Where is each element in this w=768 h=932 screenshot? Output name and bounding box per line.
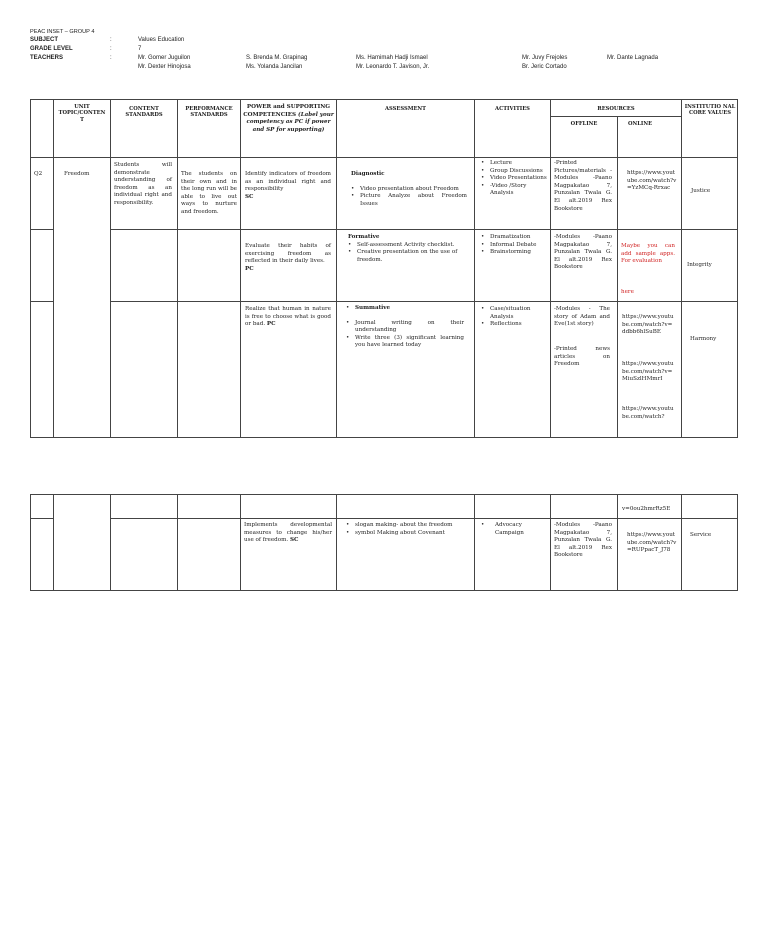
- column-divider: [177, 99, 178, 438]
- teacher-name: Ms. Yolanda Jancilan: [246, 64, 303, 70]
- topic-label: Freedom: [64, 171, 90, 177]
- assessment-1: [351, 171, 467, 208]
- online-link-1[interactable]: https://www.youtube.com/watch?v=YzMCq-Rrxac: [627, 170, 677, 192]
- column-divider: [336, 99, 337, 438]
- list-item: • slogan making- about the freedom: [346, 522, 470, 530]
- list-item: • Brainstorming: [481, 249, 547, 257]
- header-activities: ACTIVITIES: [495, 106, 530, 112]
- header-content-standards: CONTENT STANDARDS: [125, 106, 163, 119]
- grade-level-label: GRADE LEVEL: [30, 46, 73, 52]
- list-item: • Journal writing on their understanding: [346, 320, 464, 335]
- online-link-3a[interactable]: https://www.youtube.com/watch?v=ddbb6hlSuBE: [622, 314, 674, 336]
- row-divider: [30, 229, 53, 230]
- list-item: [346, 305, 464, 313]
- column-divider: [53, 494, 54, 591]
- offline-resource-3: -Modules - The story of Adam and Eve(1st story): [554, 306, 610, 328]
- offline-resource-3-extra: -Printed news articles on Freedom: [554, 346, 610, 368]
- competency-text: Evaluate their habits of exercising freedom as reflected in their daily lives.: [245, 243, 331, 265]
- column-divider: [240, 494, 241, 591]
- teacher-name: Mr. Leonardo T. Javison, Jr.: [356, 64, 430, 70]
- list-item: • Group Discussions: [481, 168, 547, 176]
- assessment-2: [348, 234, 466, 264]
- column-divider: [550, 494, 551, 591]
- teacher-name: Mr. Juvy Frejoles: [522, 55, 568, 61]
- assessment-title: Diagnostic: [351, 171, 385, 177]
- header-online: ONLINE: [628, 121, 653, 127]
- assessment-3: [346, 305, 464, 350]
- teacher-name: Mr. Dante Lagnada: [607, 55, 659, 61]
- grade-value: 7: [138, 46, 142, 52]
- row-divider: [110, 301, 738, 302]
- assessment-4: [346, 522, 470, 537]
- teacher-name: Mr. Gomer Juguilon: [138, 55, 191, 61]
- core-value-1: Justice: [691, 188, 711, 194]
- assessment-list: [348, 242, 466, 265]
- competency-tag: SC: [245, 193, 254, 200]
- online-link-4[interactable]: https://www.youtube.com/watch?v=RUPpacT_J78: [627, 532, 677, 554]
- list-item: • Video presentation about Freedom: [351, 186, 467, 194]
- list-item: • Informal Debate: [481, 242, 547, 250]
- list-item: • symbol Making about Covenant: [346, 530, 470, 538]
- column-divider: [110, 99, 111, 438]
- header-offline: OFFLINE: [570, 121, 598, 127]
- column-divider: [617, 116, 618, 438]
- teachers-label: TEACHERS: [30, 55, 64, 61]
- offline-resource-1: -Printed Pictures/materials -Modules -Paano Magpakatao 7, Punzalan Twala G. El alt.2019 Rex Bookstore: [554, 160, 612, 212]
- header-power-competencies: [243, 104, 334, 134]
- column-divider: [240, 99, 241, 438]
- column-divider: [681, 99, 682, 438]
- competency-1: [245, 171, 331, 201]
- quarter-label: Q2: [34, 171, 43, 177]
- row-divider: [550, 116, 681, 117]
- competency-tag: PC: [266, 321, 276, 328]
- list-item: • Dramatization: [481, 234, 547, 242]
- activities-2: [481, 234, 547, 257]
- activities-1: [481, 160, 547, 198]
- online-link-continued[interactable]: v=0ou2hmrRz5E: [622, 506, 671, 512]
- subject-value: Values Education: [138, 37, 185, 43]
- row-divider: [30, 301, 53, 302]
- list-item: • Picture Analyze about Freedom Issues: [351, 193, 467, 208]
- core-value-2: Integrity: [687, 262, 712, 268]
- performance-standard: The students on their own and in the long run will be able to live out ways to nurture and freedom.: [181, 171, 237, 215]
- offline-resource-4: -Modules -Paano Magpakatao 7, Punzalan Twala G. El alt.2019 Rex Bookstore: [554, 522, 612, 559]
- activities-3: [481, 306, 547, 329]
- competency-tag: PC: [245, 265, 254, 272]
- colon: :: [110, 46, 112, 52]
- competency-4: [244, 522, 332, 545]
- column-divider: [474, 494, 475, 591]
- column-divider: [177, 494, 178, 591]
- column-divider: [336, 494, 337, 591]
- column-divider: [110, 494, 111, 591]
- teacher-name: S. Brenda M. Grapinag: [246, 55, 308, 61]
- list-item: • Self-assessment Activity checklist.: [348, 242, 466, 250]
- header-assessment: ASSESSMENT: [384, 106, 427, 112]
- assessment-title: Summative: [355, 305, 391, 311]
- teacher-name: Br. Jeric Cortado: [522, 64, 567, 70]
- assessment-list: [346, 305, 464, 350]
- competency-3: [245, 306, 331, 329]
- colon: :: [110, 37, 112, 43]
- column-divider: [550, 99, 551, 438]
- online-link-3c[interactable]: https://www.youtube.com/watch?: [622, 406, 674, 420]
- list-item: • Lecture: [481, 160, 547, 168]
- column-divider: [474, 99, 475, 438]
- core-value-4: Service: [690, 532, 712, 538]
- list-item: • Reflections: [481, 321, 547, 329]
- header-performance-standards: PERFORMANCE STANDARDS: [185, 106, 233, 119]
- online-note-extra[interactable]: here: [621, 289, 634, 295]
- table-border: [30, 99, 738, 438]
- activity-text: • Advocacy Campaign: [495, 522, 524, 536]
- column-divider: [617, 494, 618, 591]
- competency-2: [245, 243, 331, 273]
- list-item: • -Video /Story Analysis: [481, 183, 547, 198]
- row-divider: [110, 518, 738, 519]
- teacher-name: Ms. Hamimah Hadji Ismael: [356, 55, 428, 61]
- online-note-2: Maybe you can add sample apps. For evaluation: [621, 243, 675, 265]
- group-title: PEAC INSET – GROUP 4: [30, 29, 95, 35]
- list-item: • Case/situation Analysis: [481, 306, 547, 321]
- list-item: • Video Presentations: [481, 175, 547, 183]
- header-power-note: (Label your competency as PC if power and SP for supporting): [246, 111, 334, 133]
- online-link-3b[interactable]: https://www.youtube.com/watch?v=MiuSzlHMmrI: [622, 361, 674, 383]
- assessment-list: [351, 186, 467, 209]
- offline-resource-2: -Modules -Paano Magpakatao 7, Punzalan Twala G. El alt.2019 Rex Bookstore: [554, 234, 612, 271]
- list-item: [481, 522, 547, 537]
- row-divider: [30, 157, 738, 158]
- column-divider: [53, 99, 54, 438]
- column-divider: [681, 494, 682, 591]
- subject-label: SUBJECT: [30, 37, 59, 43]
- assessment-title: Formative: [348, 234, 380, 240]
- header-core-values: INSTITUTIO NAL CORE VALUES: [684, 104, 736, 117]
- header-unit-topic: UNIT TOPIC/CONTEN T: [58, 104, 106, 123]
- header-resources: RESOURCES: [597, 106, 635, 112]
- header-power-title: POWER and SUPPORTING COMPETENCIES: [243, 104, 331, 118]
- competency-text: Identify indicators of freedom as an individual right and responsibility: [245, 171, 331, 193]
- list-item: • Write three (3) significant learning you have learned today: [346, 335, 464, 350]
- competency-text: Realize that human in nature is free to choose what is good or bad.: [245, 306, 331, 328]
- row-divider: [30, 518, 53, 519]
- competency-text: Implements developmental measures to change his/her use of freedom.: [244, 522, 332, 544]
- competency-tag: SC: [289, 537, 299, 544]
- core-value-3: Harmony: [690, 336, 717, 342]
- activities-4: [481, 522, 547, 537]
- list-item: • Creative presentation on the use of freedom.: [348, 249, 466, 264]
- row-divider: [110, 229, 738, 230]
- colon: :: [110, 55, 112, 61]
- teacher-name: Mr. Dexter Hinojosa: [138, 64, 191, 70]
- content-standard: Students will demonstrate understanding of freedom as an individual right and responsibility.: [114, 162, 172, 206]
